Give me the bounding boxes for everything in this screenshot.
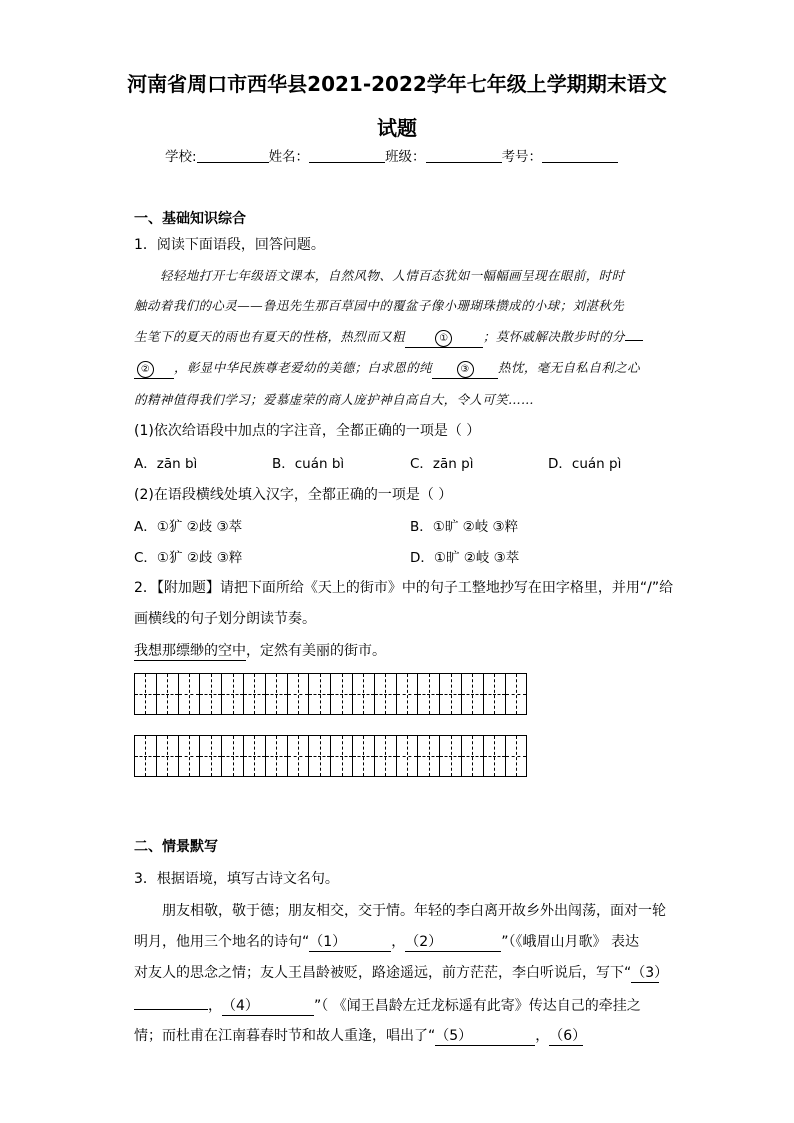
grid-cell[interactable]: [418, 673, 440, 715]
line-3-text-a: 对友人的思念之情；友人王昌龄被贬，路途遥远，前方茫茫，李白听说后，写下“: [134, 965, 632, 981]
blank-poem-4[interactable]: [222, 995, 314, 1016]
line-4-sep: ，: [208, 998, 222, 1014]
grid-cell[interactable]: [309, 735, 331, 777]
question-1-intro: 1．阅读下面语段，回答问题。: [134, 237, 325, 253]
blank-2[interactable]: [134, 360, 174, 379]
blank-3[interactable]: [432, 360, 498, 379]
grid-cell[interactable]: [484, 673, 506, 715]
grid-cell[interactable]: [418, 735, 440, 777]
sub-question-1: (1)依次给语段中加点的字注音，全都正确的一项是（ ）: [134, 423, 481, 439]
section-heading-1: 一、基础知识综合: [134, 211, 246, 227]
grid-cell[interactable]: [157, 673, 179, 715]
blank-poem-3-cont[interactable]: [134, 993, 208, 1010]
tianzige-row-1[interactable]: [134, 673, 527, 715]
blank-1[interactable]: [405, 329, 483, 348]
grid-cell[interactable]: [353, 673, 375, 715]
name-field[interactable]: [309, 148, 385, 163]
grid-cell[interactable]: [266, 735, 288, 777]
grid-cell[interactable]: [309, 673, 331, 715]
option-2c[interactable]: C．①犷 ②歧 ③粹: [134, 550, 243, 566]
line-4-text-b: ”（ 《闻王昌龄左迁龙标遥有此寄》传达自己的牵挂之: [314, 998, 641, 1014]
passage-line-1: 轻轻地打开七年级语文课本，自然风物、人情百态犹如一幅幅画呈现在眼前，时时: [160, 268, 625, 283]
poem-para-line-2: [134, 931, 639, 952]
blank-poem-2-label: （2）: [405, 934, 443, 950]
grid-cell[interactable]: [331, 673, 353, 715]
grid-cell[interactable]: [331, 735, 353, 777]
option-2b[interactable]: B．①旷 ②岐 ③粹: [410, 519, 519, 535]
grid-cell[interactable]: [179, 735, 201, 777]
grid-cell[interactable]: [506, 735, 528, 777]
grid-cell[interactable]: [353, 735, 375, 777]
question-2-line-2: 画横线的句子划分朗读节奏。: [134, 611, 316, 627]
option-1b[interactable]: B．cuán bì: [272, 456, 345, 472]
grid-cell[interactable]: [288, 735, 310, 777]
option-1d[interactable]: D．cuán pì: [548, 456, 622, 472]
student-info-row: [165, 145, 618, 165]
poem-para-line-1: 朋友相敬，敬于德；朋友相交，交于情。年轻的李白离开故乡外出闯荡，面对一轮: [162, 903, 666, 919]
grid-cell[interactable]: [484, 735, 506, 777]
grid-cell[interactable]: [135, 673, 157, 715]
blank-poem-6[interactable]: [549, 1025, 587, 1046]
exam-no-field[interactable]: [542, 148, 618, 163]
passage-line-5: 的精神值得我们学习；爱慕虚荣的商人庞护神自高自大，令人可笑……: [134, 392, 534, 407]
blank-3-number: ③: [457, 361, 474, 378]
grid-cell[interactable]: [375, 673, 397, 715]
class-field[interactable]: [426, 148, 502, 163]
blank-poem-3-label: （3）: [631, 965, 669, 981]
passage-line-3-text-b: ；莫怀戚解决散步时的分: [482, 329, 625, 344]
grid-cell[interactable]: [222, 735, 244, 777]
line-2-text-b: ”（《峨眉山月歌》 表达: [501, 934, 639, 950]
option-1c[interactable]: C．zān pì: [410, 456, 474, 472]
blank-poem-3[interactable]: [631, 962, 669, 983]
question-2-line-1: 2．【附加题】请把下面所给《天上的街市》中的句子工整地抄写在田字格里，并用“/”给: [134, 580, 674, 596]
poem-para-line-4: [134, 993, 641, 1016]
line-2-text-a: 明月，他用三个地名的诗句“: [134, 934, 310, 950]
tianzige-row-2[interactable]: [134, 735, 527, 777]
line-5-sep: ，: [535, 1028, 550, 1044]
school-field[interactable]: [197, 148, 269, 163]
question-2-sentence: [134, 640, 386, 661]
line-2-sep: ，: [391, 934, 406, 950]
grid-cell[interactable]: [200, 673, 222, 715]
option-1a[interactable]: A．zān bì: [134, 456, 198, 472]
name-label: 姓名：: [268, 149, 310, 165]
section-heading-2: 二、情景默写: [134, 839, 218, 855]
blank-poem-5[interactable]: [435, 1025, 535, 1046]
blank-poem-4-label: （4）: [222, 998, 259, 1014]
option-2a[interactable]: A．①犷 ②歧 ③萃: [134, 519, 243, 535]
blank-poem-2[interactable]: [405, 931, 501, 952]
option-2d[interactable]: D．①旷 ②岐 ③萃: [410, 550, 520, 566]
grid-cell[interactable]: [244, 735, 266, 777]
passage-line-3: [134, 326, 643, 348]
blank-2-start[interactable]: [625, 326, 643, 341]
blank-poem-1-label: （1）: [309, 934, 347, 950]
grid-cell[interactable]: [462, 735, 484, 777]
sub-question-2: (2)在语段横线处填入汉字，全都正确的一项是（ ）: [134, 487, 453, 503]
grid-cell[interactable]: [440, 735, 462, 777]
blank-1-number: ①: [435, 330, 452, 347]
poem-para-line-3: [134, 962, 669, 983]
grid-cell[interactable]: [135, 735, 157, 777]
sentence-rest: ，定然有美丽的街市。: [246, 643, 386, 659]
grid-cell[interactable]: [157, 735, 179, 777]
blank-poem-6-label: （6）: [549, 1028, 587, 1044]
underlined-phrase: 我想那缥缈的空中: [134, 640, 246, 661]
grid-cell[interactable]: [397, 673, 419, 715]
grid-cell[interactable]: [179, 673, 201, 715]
blank-poem-5-label: （5）: [435, 1028, 473, 1044]
grid-cell[interactable]: [506, 673, 528, 715]
passage-line-2: 触动着我们的心灵——鲁迅先生那百草园中的覆盆子像小珊瑚珠攒成的小球；刘湛秋先: [134, 298, 625, 313]
class-label: 班级：: [385, 149, 426, 165]
blank-2-number: ②: [137, 361, 154, 378]
grid-cell[interactable]: [200, 735, 222, 777]
grid-cell[interactable]: [222, 673, 244, 715]
grid-cell[interactable]: [397, 735, 419, 777]
passage-line-3-text-a: 生笔下的夏天的雨也有夏天的性格，热烈而又粗: [134, 329, 405, 344]
blank-poem-1[interactable]: [309, 931, 391, 952]
exam-no-label: 考号：: [501, 149, 543, 165]
line-5-text-a: 情；而杜甫在江南暮春时节和故人重逢，唱出了“: [134, 1028, 436, 1044]
grid-cell[interactable]: [375, 735, 397, 777]
grid-cell[interactable]: [288, 673, 310, 715]
grid-cell[interactable]: [440, 673, 462, 715]
passage-line-4-text-a: ，彰显中华民族尊老爱幼的美德；白求恩的纯: [174, 360, 433, 375]
grid-cell[interactable]: [244, 673, 266, 715]
page-title-cont: 试题: [377, 116, 417, 140]
school-label: 学校:: [165, 149, 197, 165]
question-3-intro: 3．根据语境，填写古诗文名句。: [134, 871, 339, 887]
page-title: 河南省周口市西华县2021-2022学年七年级上学期期末语文: [127, 72, 667, 96]
passage-line-4: [134, 358, 640, 379]
grid-cell[interactable]: [266, 673, 288, 715]
passage-line-4-text-b: 热忱，毫无自私自利之心: [498, 360, 640, 375]
poem-para-line-5: [134, 1025, 587, 1046]
grid-cell[interactable]: [462, 673, 484, 715]
